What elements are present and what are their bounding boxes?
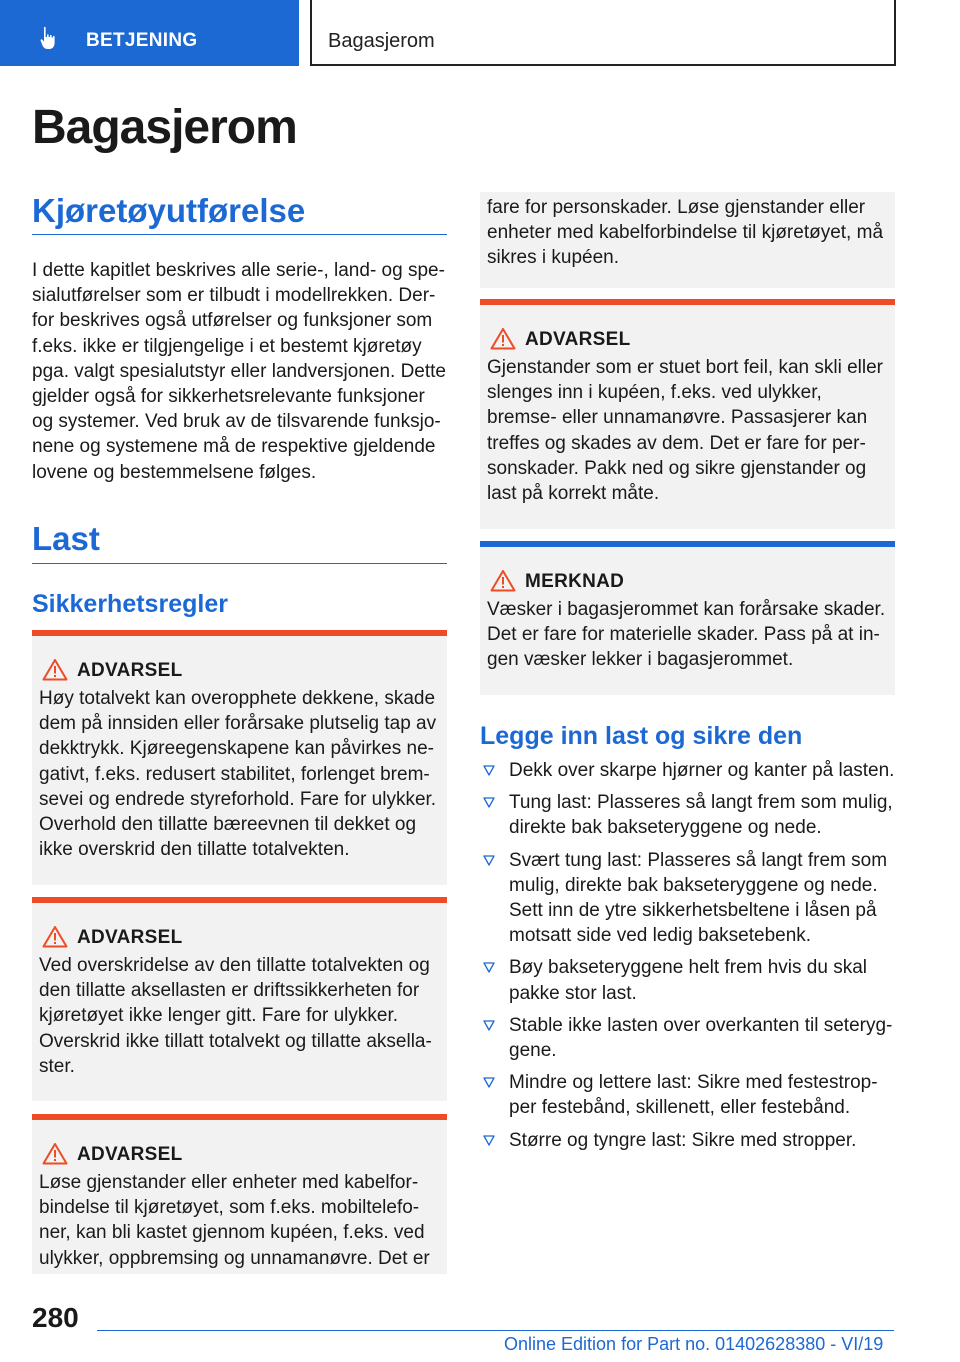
text-line: lovene og bestemmelsene følges. [32,461,317,483]
warning-bar [32,630,447,636]
text-line: ster. [39,1055,75,1077]
warning-triangle-icon [490,327,516,350]
text-line: og systemer. Ved bruk av de tilsvarende funksjo- [32,411,441,433]
footer-rule [97,1330,894,1331]
warning-title: ADVARSEL [525,329,631,350]
warning-triangle-icon [42,925,68,948]
warning-text [39,1170,441,1271]
hand-pointer-icon [40,26,62,50]
text-line: ner, kan bli kastet gjennom kupéen, f.eks. ved [39,1222,425,1244]
triangle-bullet-icon [483,765,495,776]
text-line: Bøy bakseteryggene helt frem hvis du skal [509,957,868,979]
list-item [480,1128,900,1153]
text-line: nene og systemene må de respektive gjeldende [32,436,436,458]
text-line: enheter med kabelforbindelse til kjøretøyet, må [487,222,884,244]
warning-box [32,897,447,1101]
section-label: BETJENING [86,30,198,51]
warning-text [487,355,889,506]
text-line: slenges inn i kupéen, f.eks. ved ulykker, [487,382,822,404]
text-line: dekktrykk. Kjøreegenskapene kan påvirkes ne- [39,738,434,760]
section-heading-vehicle: Kjøretøyutførelse [32,192,306,229]
section-heading-load: Last [32,520,100,557]
triangle-bullet-icon [483,962,495,973]
text-line: Sett inn de ytre sikkerhetsbeltene i låsen på [509,900,877,922]
text-line: Løse gjenstander eller enheter med kabelfor- [39,1172,419,1193]
warning-bar [32,897,447,903]
breadcrumb [310,0,896,66]
triangle-bullet-icon [483,1077,495,1088]
text-line: Det er fare for materielle skader. Pass på at in- [487,624,880,646]
text-line: direkte bak bakseteryggene og nede. [509,817,822,839]
text-line: motsatt side ved ledig baksetebenk. [509,925,812,947]
text-line: sevei og endrede styreforhold. Fare for ulykker. [39,788,437,810]
text-line: bremse- eller unnamanøvre. Passasjerer kan [487,407,868,429]
warning-text [39,953,441,1079]
text-line: pga. valgt spesialutstyr eller landversjonen. Dette [32,360,447,382]
heading-rule [32,234,447,235]
text-line: bindelse til kjøretøyet, som f.eks. mobiltelefo- [39,1197,420,1219]
subheading-loading: Legge inn last og sikre den [480,722,803,750]
text-line: Overhold den tillatte bæreevnen til dekket og [39,814,417,836]
page-number: 280 [32,1302,79,1333]
text-line: gen væsker lekker i bagasjerommet. [487,649,794,671]
warning-box-continued [480,192,895,288]
list-item [480,1013,900,1063]
text-line: Overskrid ikke tillatt totalvekt og tillatte aksella- [39,1030,432,1052]
warning-text [39,686,441,862]
text-line: Stable ikke lasten over overkanten til seteryg- [509,1014,893,1036]
text-line: Væsker i bagasjerommet kan forårsake skader. [487,599,886,620]
subheading-safety-rules: Sikkerhetsregler [32,590,228,618]
text-line: kjøretøyet ikke lenger gitt. Fare for ulykker. [39,1005,399,1027]
warning-text [487,195,889,271]
triangle-bullet-icon [483,1135,495,1146]
text-line: fare for personskader. Løse gjenstander eller [487,197,866,218]
warning-title: ADVARSEL [77,1144,183,1165]
text-line: mulig, direkte bak bakseteryggene og nede. [509,874,878,896]
warning-box [32,630,447,885]
notice-text [487,597,889,673]
text-line: Ved overskridelse av den tillatte totalvekten og [39,955,430,976]
heading-rule [32,563,447,564]
list-item [480,790,900,840]
list-item [480,758,900,783]
warning-triangle-icon [42,1142,68,1165]
text-line: sonskader. Pakk ned og sikre gjenstander og [487,457,867,479]
text-line: for beskrives også utførelser og funksjoner som [32,310,433,332]
text-line: gene. [509,1040,557,1062]
text-line: Svært tung last: Plasseres så langt frem som [509,849,888,871]
notice-box [480,541,895,695]
warning-bar [32,1114,447,1120]
triangle-bullet-icon [483,855,495,866]
edition-note: Online Edition for Part no. 01402628380 - VI/19 [504,1334,884,1354]
loading-steps-list [480,758,900,1160]
text-line: Gjenstander som er stuet bort feil, kan skli eller [487,357,884,378]
list-item [480,1070,900,1120]
text-line: dem på innsiden eller forårsake plutselig tap av [39,713,437,735]
text-line: Dekk over skarpe hjørner og kanter på lasten. [509,760,895,781]
triangle-bullet-icon [483,797,495,808]
list-item [480,848,900,949]
list-item [480,955,900,1005]
text-line: last på korrekt måte. [487,483,660,505]
text-line: gativt, f.eks. redusert stabilitet, forlenget brem- [39,763,430,785]
intro-paragraph [32,258,452,485]
warning-box [480,299,895,529]
text-line: sikres i kupéen. [487,247,620,269]
text-line: sialutførelser som er tilbudt i modellrekken. Der- [32,285,436,307]
text-line: treffes og skades av dem. Det er fare for per- [487,432,866,454]
warning-title: ADVARSEL [77,660,183,681]
text-line: per festebånd, skillenett, eller festebånd. [509,1097,851,1119]
section-tab[interactable] [0,0,299,66]
warning-bar [480,299,895,305]
text-line: ikke overskrid den tillatte totalvekten. [39,839,350,861]
text-line: pakke stor last. [509,982,637,1004]
text-line: f.eks. ikke er tilgjengelige i et bestemt kjøretøy [32,335,422,357]
warning-box [32,1114,447,1274]
warning-title: ADVARSEL [77,927,183,948]
notice-title: MERKNAD [525,571,625,592]
warning-triangle-icon [42,658,68,681]
text-line: ulykker, oppbremsing og unnamanøvre. Det er [39,1247,430,1269]
text-line: den tillatte aksellasten er driftssikkerheten for [39,980,420,1002]
page-title: Bagasjerom [32,101,297,154]
text-line: Tung last: Plasseres så langt frem som mulig, [509,792,893,814]
breadcrumb-text: Bagasjerom [328,30,435,52]
triangle-bullet-icon [483,1020,495,1031]
text-line: Høy totalvekt kan overopphete dekkene, skade [39,688,436,709]
text-line: I dette kapitlet beskrives alle serie-, land- og spe- [32,260,445,281]
text-line: gjelder også for sikkerhetsrelevante funksjoner [32,386,425,408]
text-line: Større og tyngre last: Sikre med stropper. [509,1129,857,1151]
text-line: Mindre og lettere last: Sikre med festestrop- [509,1072,878,1094]
notice-bar [480,541,895,547]
warning-triangle-icon [490,569,516,592]
